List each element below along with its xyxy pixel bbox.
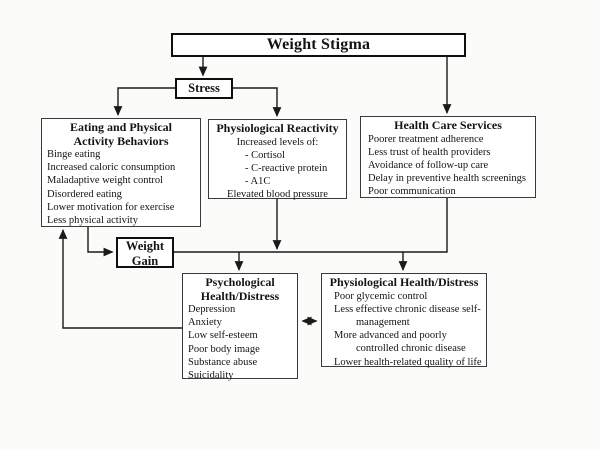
node-weight-stigma (171, 33, 466, 57)
node-psychological-distress-title-line1: Psychological (205, 275, 275, 289)
node-physiological-distress (321, 273, 487, 367)
list-item: - Cortisol (245, 149, 285, 161)
list-item: Substance abuse (188, 356, 258, 368)
arrow-stress-to-eating-behaviors (118, 88, 175, 115)
arrow-eating-behaviors-to-weight-gain (88, 227, 113, 252)
list-item: Lower health-related quality of life (334, 356, 482, 368)
list-item: management (356, 316, 410, 328)
list-item: Binge eating (47, 149, 101, 160)
list-item: Increased levels of: (236, 136, 319, 148)
node-eating-behaviors (41, 118, 201, 227)
list-item: Suicidality (188, 370, 234, 382)
list-item: Increased caloric consumption (47, 162, 176, 174)
list-item: - A1C (245, 176, 271, 188)
list-item: Elevated blood pressure (227, 189, 328, 201)
node-weight-stigma-title: Weight Stigma (266, 36, 371, 53)
list-item: Less effective chronic disease self- (334, 303, 481, 315)
list-item: Maladaptive weight control (47, 175, 164, 187)
list-item: - C-reactive protein (245, 162, 328, 174)
node-weight-gain-title-line1: Weight (125, 239, 165, 253)
list-item: Less trust of health providers (368, 146, 491, 158)
list-item: Low self-esteem (188, 330, 258, 342)
list-item: Avoidance of follow-up care (368, 159, 489, 171)
list-item: Lower motivation for exercise (47, 201, 175, 213)
node-health-care-services (360, 116, 536, 198)
list-item: Less physical activity (47, 215, 138, 227)
node-stress-title: Stress (188, 81, 220, 95)
node-stress (175, 78, 233, 99)
line-health-care-weight-gain-trunk (174, 198, 447, 252)
list-item: Disordered eating (47, 188, 122, 200)
list-item: More advanced and poorly (334, 330, 447, 342)
node-physiological-reactivity-title: Physiological Reactivity (216, 121, 339, 135)
list-item: Poorer treatment adherence (368, 133, 484, 145)
node-physiological-distress-title: Physiological Health/Distress (329, 275, 479, 289)
list-item: Poor glycemic control (334, 290, 428, 302)
node-eating-behaviors-title-line2: Activity Behaviors (73, 133, 169, 148)
node-psychological-distress-title-line2: Health/Distress (200, 288, 280, 303)
node-eating-behaviors-title-line1: Eating and Physical (69, 120, 173, 134)
list-item: controlled chronic disease (356, 343, 466, 355)
node-health-care-services-title: Health Care Services (394, 118, 502, 132)
node-weight-gain (116, 237, 174, 268)
node-physiological-reactivity (208, 119, 347, 199)
list-item: Poor body image (188, 343, 260, 355)
list-item: Delay in preventive health screenings (368, 173, 527, 185)
list-item: Depression (188, 304, 236, 315)
node-weight-gain-title-line2: Gain (131, 253, 159, 268)
list-item: Anxiety (188, 317, 222, 329)
arrow-stress-to-physiological-reactivity (233, 88, 277, 116)
list-item: Poor communication (368, 186, 456, 198)
node-psychological-distress (182, 273, 298, 382)
